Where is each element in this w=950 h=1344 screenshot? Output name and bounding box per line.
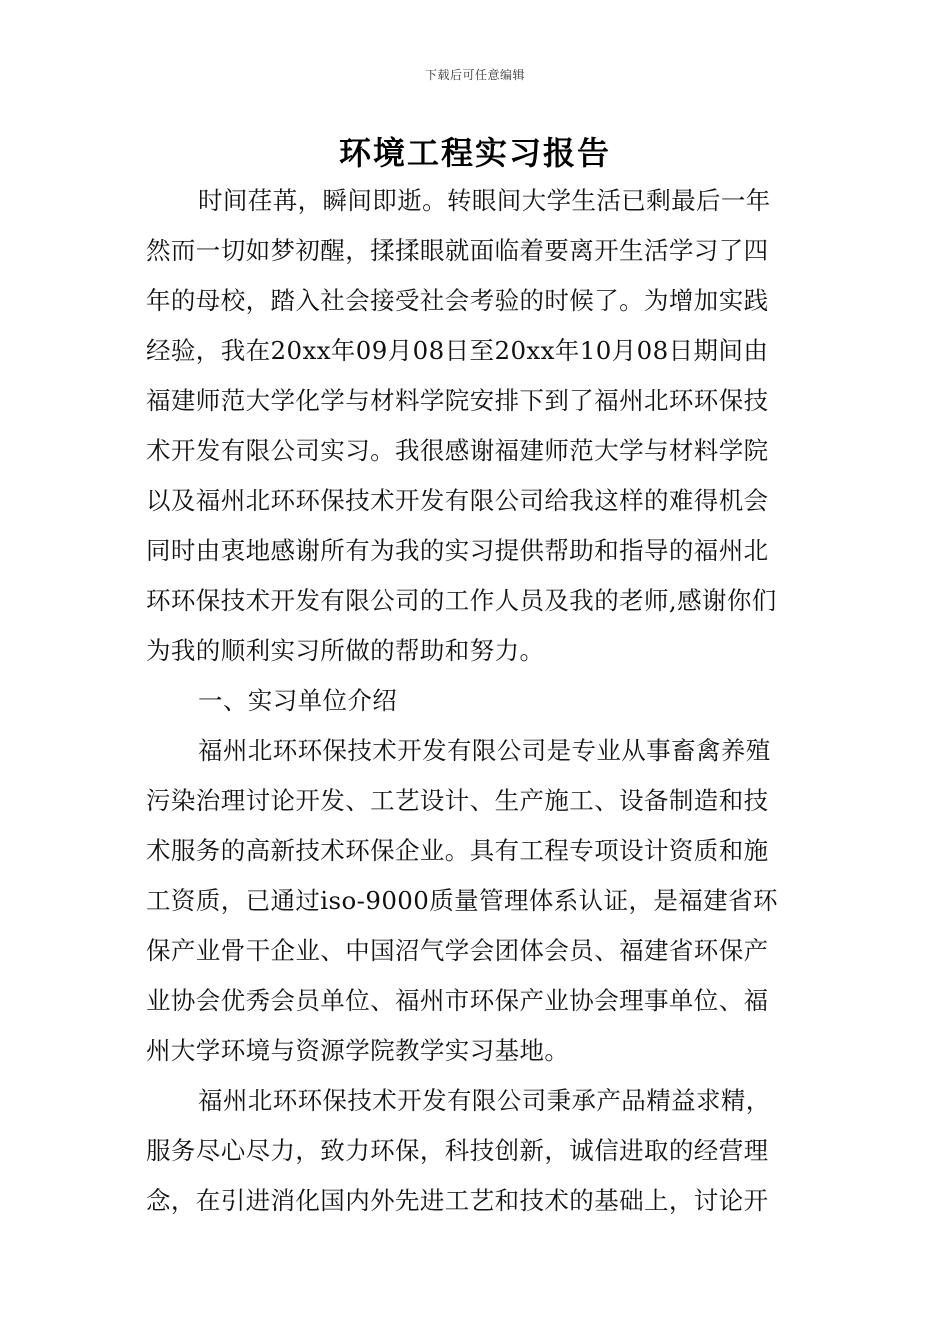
paragraph-line: 福州北环环保技术开发有限公司秉承产品精益求精， [198,1086,771,1115]
paragraph-line: 年的母校，踏入社会接受社会考验的时候了。为增加实践 [146,286,769,315]
paragraph-line: 术开发有限公司实习。我很感谢福建师范大学与材料学院 [146,436,769,465]
paragraph-line: 念，在引进消化国内外先进工艺和技术的基础上，讨论开 [146,1186,769,1215]
paragraph-line: 以及福州北环环保技术开发有限公司给我这样的难得机会 [146,486,769,515]
document-body [146,176,806,1226]
paragraph-line: 州大学环境与资源学院教学实习基地。 [146,1036,570,1065]
header-note: 下载后可任意编辑 [424,68,525,82]
paragraph-line: 服务尽心尽力，致力环保，科技创新，诚信进取的经营理 [146,1136,769,1165]
paragraph-line: 工资质，已通过iso-9000质量管理体系认证，是福建省环 [146,886,778,915]
paragraph-line: 保产业骨干企业、中国沼气学会团体会员、福建省环保产 [146,936,769,965]
paragraph-line: 业协会优秀会员单位、福州市环保产业协会理事单位、福 [146,986,769,1015]
paragraph-line: 时间荏苒，瞬间即逝。转眼间大学生活已剩最后一年 [198,186,771,215]
paragraph-line: 同时由衷地感谢所有为我的实习提供帮助和指导的福州北 [146,536,769,565]
document-title: 环境工程实习报告 [338,134,611,172]
paragraph-line: 福州北环环保技术开发有限公司是专业从事畜禽养殖 [198,736,771,765]
paragraph-line: 污染治理讨论开发、工艺设计、生产施工、设备制造和技 [146,786,769,815]
paragraph-line: 然而一切如梦初醒，揉揉眼就面临着要离开生活学习了四 [146,236,769,265]
paragraph-line: 福建师范大学化学与材料学院安排下到了福州北环环保技 [146,386,769,415]
section-heading: 一、实习单位介绍 [198,686,398,715]
paragraph-line: 环环保技术开发有限公司的工作人员及我的老师,感谢你们 [146,586,777,615]
paragraph-line: 经验，我在20xx年09月08日至20xx年10月08日期间由 [146,336,769,365]
paragraph-line: 术服务的高新技术环保企业。具有工程专项设计资质和施 [146,836,769,865]
paragraph-line: 为我的顺利实习所做的帮助和努力。 [146,636,545,665]
